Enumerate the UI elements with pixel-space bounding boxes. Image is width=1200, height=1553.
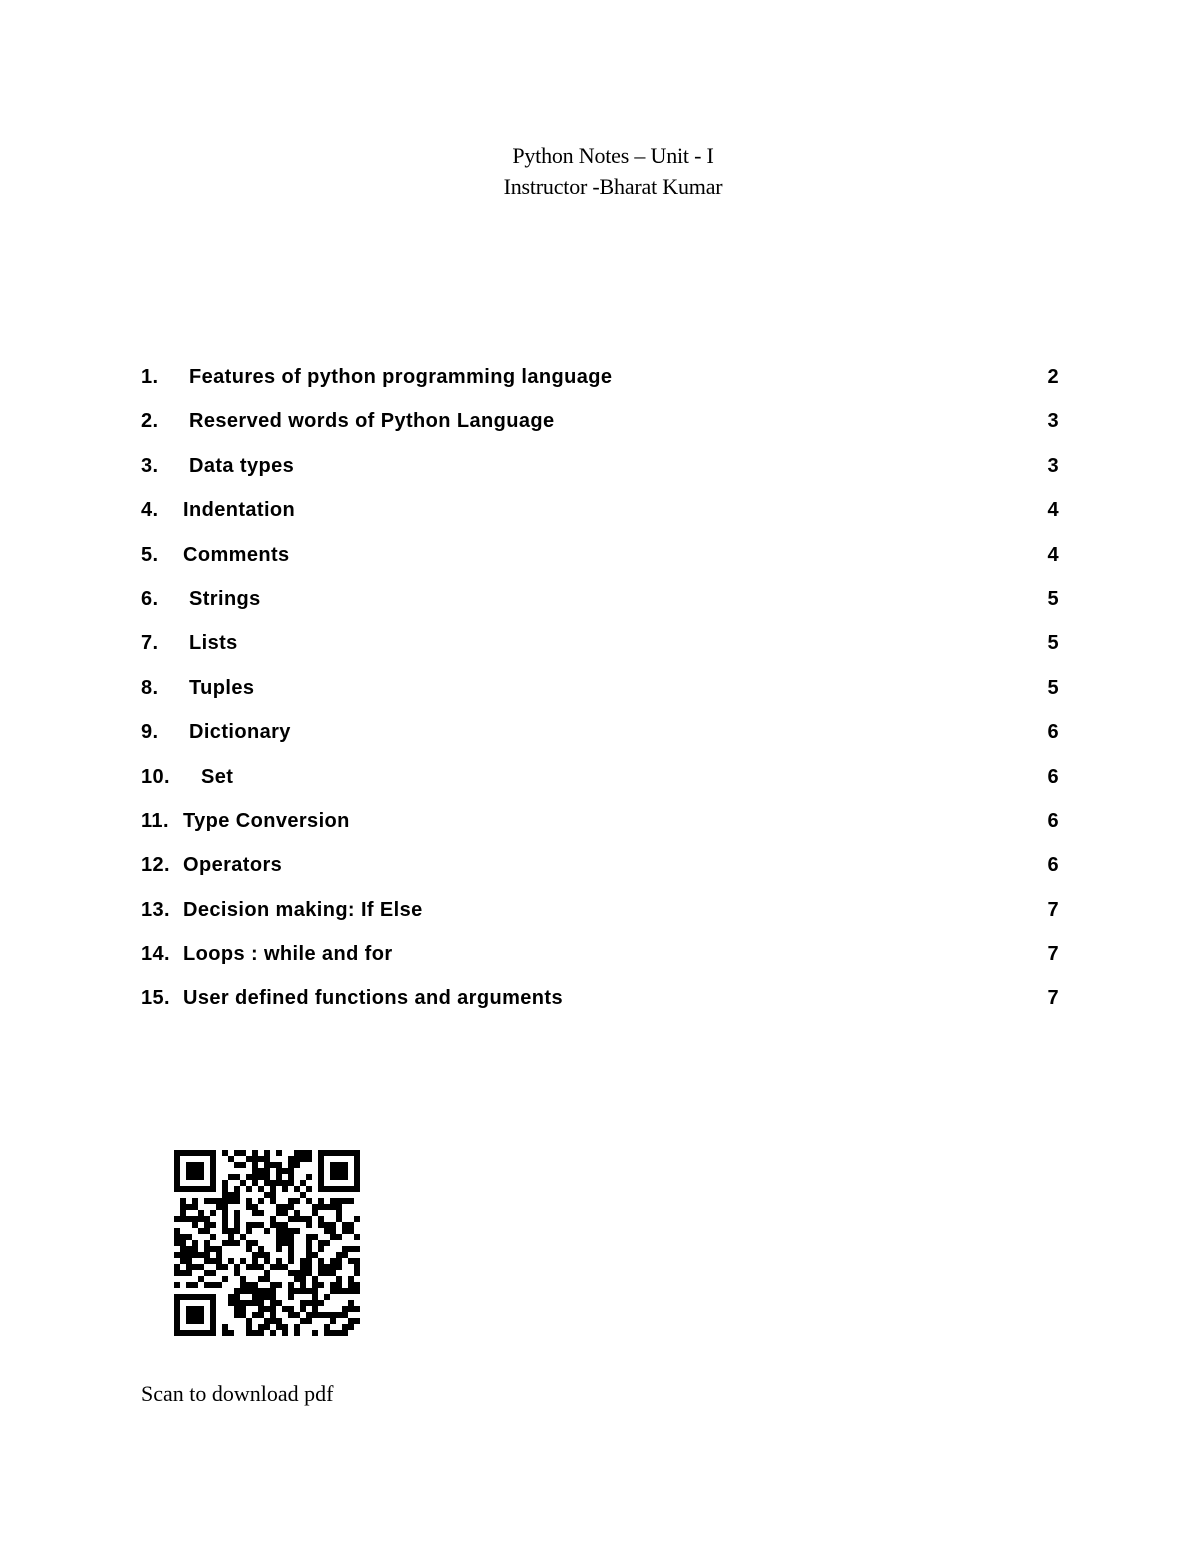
- toc-item-number: 11.: [141, 809, 169, 832]
- toc-item-number: 9.: [141, 721, 159, 744]
- toc-item-number: 5.: [141, 543, 159, 566]
- toc-item-number: 2.: [141, 410, 159, 433]
- toc-item-title: Set: [201, 765, 234, 788]
- toc-item-title: Tuples: [189, 676, 255, 699]
- scan-caption: Scan to download pdf: [141, 1381, 334, 1406]
- toc-item-number: 14.: [141, 943, 171, 966]
- toc-item[interactable]: [141, 850, 1059, 894]
- toc-item-page: 6: [1047, 854, 1059, 877]
- toc-item-number: 8.: [141, 676, 159, 699]
- toc-item[interactable]: [141, 451, 1059, 495]
- toc-item-page: 6: [1047, 809, 1059, 832]
- toc-item-page: 4: [1047, 543, 1059, 566]
- toc-item-number: 12.: [141, 854, 171, 877]
- toc-item-title: Operators: [183, 854, 283, 877]
- toc-item-number: 13.: [141, 898, 171, 921]
- toc-item[interactable]: [141, 628, 1059, 672]
- toc-item[interactable]: [141, 762, 1059, 806]
- toc-item-number: 15.: [141, 987, 171, 1010]
- toc-item[interactable]: [141, 362, 1059, 406]
- toc-item-title: Data types: [189, 454, 295, 477]
- toc-item-title: Comments: [183, 543, 290, 566]
- toc-item-title: Indentation: [183, 499, 296, 522]
- toc-item[interactable]: [141, 983, 1059, 1027]
- qr-code-graphic: [174, 1150, 360, 1336]
- toc-item-page: 4: [1047, 499, 1059, 522]
- toc-item-page: 2: [1047, 366, 1059, 388]
- toc-item-page: 3: [1047, 410, 1059, 433]
- page-header: [0, 140, 1200, 202]
- toc-item-title: Features of python programming language: [189, 366, 613, 388]
- toc-item[interactable]: [141, 939, 1059, 983]
- toc-item[interactable]: [141, 495, 1059, 539]
- toc-item-number: 3.: [141, 454, 159, 477]
- table-of-contents: [141, 362, 1059, 1028]
- toc-item-page: 7: [1047, 987, 1059, 1010]
- toc-item-title: Reserved words of Python Language: [189, 410, 555, 433]
- toc-item-page: 5: [1047, 632, 1059, 655]
- toc-item-number: 1.: [141, 366, 159, 388]
- toc-item-number: 4.: [141, 499, 159, 522]
- toc-item[interactable]: [141, 406, 1059, 450]
- toc-item-number: 6.: [141, 587, 159, 610]
- toc-item-title: Type Conversion: [183, 809, 350, 832]
- toc-item-page: 7: [1047, 943, 1059, 966]
- toc-item[interactable]: [141, 895, 1059, 939]
- toc-item-title: Lists: [189, 632, 238, 655]
- toc-item-page: 7: [1047, 898, 1059, 921]
- toc-item-title: Strings: [189, 587, 261, 610]
- toc-item-title: Decision making: If Else: [183, 898, 423, 921]
- toc-item-page: 5: [1047, 676, 1059, 699]
- instructor-line: Instructor -Bharat Kumar: [503, 174, 723, 199]
- toc-item-number: 10.: [141, 765, 171, 788]
- toc-item[interactable]: [141, 806, 1059, 850]
- toc-item[interactable]: [141, 540, 1059, 584]
- toc-item-page: 3: [1047, 454, 1059, 477]
- toc-item-number: 7.: [141, 632, 159, 655]
- toc-item-page: 5: [1047, 587, 1059, 610]
- toc-item[interactable]: [141, 673, 1059, 717]
- toc-item[interactable]: [141, 584, 1059, 628]
- toc-item-title: Dictionary: [189, 721, 291, 744]
- qr-code-icon[interactable]: [174, 1150, 360, 1336]
- toc-item[interactable]: [141, 717, 1059, 761]
- toc-item-page: 6: [1047, 765, 1059, 788]
- toc-item-title: User defined functions and arguments: [183, 987, 564, 1010]
- page-title: Python Notes – Unit - I: [512, 143, 714, 168]
- toc-item-title: Loops : while and for: [183, 943, 393, 966]
- toc-item-page: 6: [1047, 721, 1059, 744]
